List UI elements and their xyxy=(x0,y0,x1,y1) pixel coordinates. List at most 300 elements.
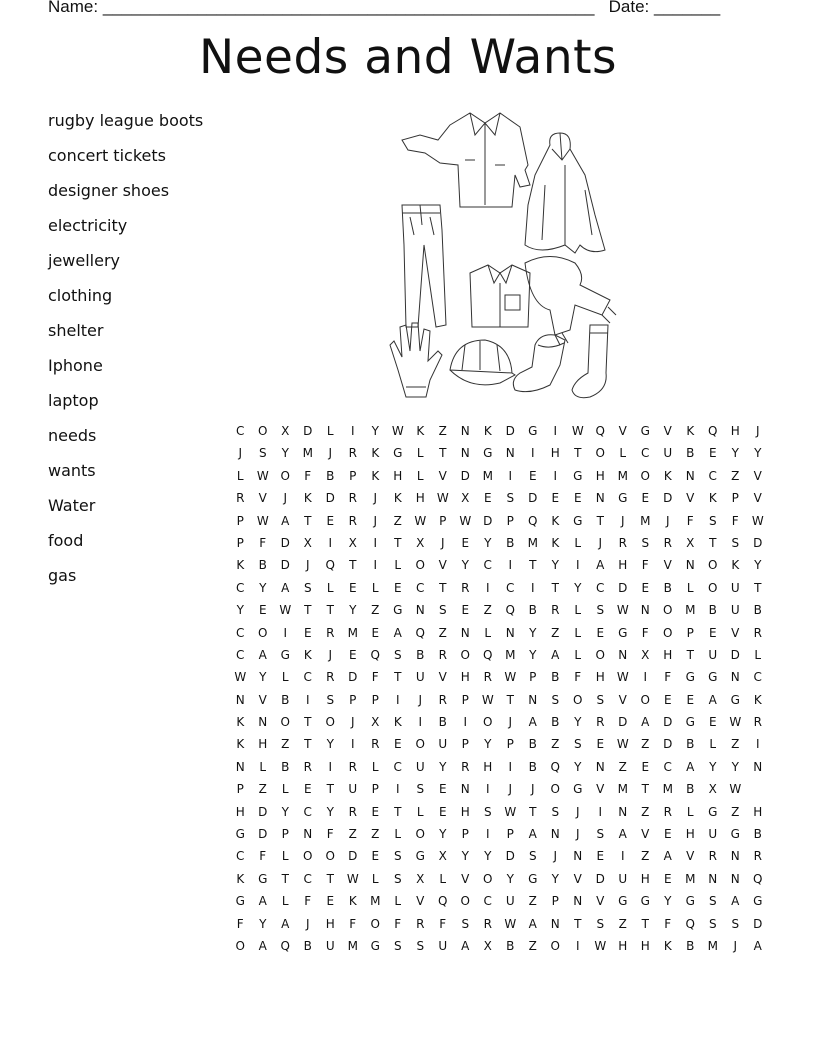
grid-letter[interactable]: N xyxy=(303,827,313,842)
grid-letter[interactable]: R xyxy=(483,916,492,931)
grid-letter[interactable]: Y xyxy=(574,580,582,595)
grid-letter[interactable]: L xyxy=(574,625,582,640)
grid-letter[interactable]: E xyxy=(663,871,672,886)
grid-letter[interactable]: E xyxy=(596,849,605,864)
grid-letter[interactable]: G xyxy=(753,894,763,909)
grid-letter[interactable]: L xyxy=(236,468,244,483)
grid-letter[interactable]: K xyxy=(303,491,312,506)
grid-letter[interactable]: M xyxy=(685,871,696,886)
grid-letter[interactable]: N xyxy=(595,491,605,506)
grid-letter[interactable]: L xyxy=(439,871,447,886)
grid-letter[interactable]: Y xyxy=(349,603,357,618)
grid-letter[interactable]: E xyxy=(708,625,717,640)
grid-letter[interactable]: W xyxy=(391,424,404,438)
grid-letter[interactable]: J xyxy=(440,535,445,550)
grid-letter[interactable]: T xyxy=(281,871,289,886)
grid-letter[interactable]: Y xyxy=(326,804,334,819)
grid-letter[interactable]: R xyxy=(596,715,605,730)
grid-letter[interactable]: C xyxy=(236,580,245,595)
grid-letter[interactable]: U xyxy=(415,759,425,774)
grid-letter[interactable]: S xyxy=(573,737,582,752)
grid-letter[interactable]: A xyxy=(528,827,537,842)
grid-letter[interactable]: R xyxy=(438,647,447,662)
grid-letter[interactable]: U xyxy=(438,938,448,953)
grid-letter[interactable]: B xyxy=(528,759,537,774)
grid-letter[interactable]: F xyxy=(371,670,379,685)
grid-letter[interactable]: A xyxy=(731,894,740,909)
grid-letter[interactable]: Z xyxy=(551,737,560,752)
grid-letter[interactable]: V xyxy=(686,849,695,864)
grid-letter[interactable]: S xyxy=(708,894,717,909)
grid-letter[interactable]: J xyxy=(238,446,243,461)
grid-letter[interactable]: F xyxy=(439,916,447,931)
grid-letter[interactable]: A xyxy=(258,894,267,909)
grid-letter[interactable]: K xyxy=(393,715,402,730)
grid-letter[interactable]: U xyxy=(438,737,448,752)
grid-letter[interactable]: D xyxy=(348,849,358,864)
grid-letter[interactable]: C xyxy=(753,670,762,685)
grid-letter[interactable]: O xyxy=(663,625,673,640)
grid-letter[interactable]: A xyxy=(528,916,537,931)
grid-letter[interactable]: Y xyxy=(371,424,379,438)
grid-letter[interactable]: P xyxy=(236,535,244,550)
grid-letter[interactable]: I xyxy=(328,535,333,550)
grid-letter[interactable]: O xyxy=(595,647,605,662)
grid-letter[interactable]: H xyxy=(595,670,605,685)
grid-letter[interactable]: V xyxy=(663,558,672,573)
grid-letter[interactable]: E xyxy=(641,759,650,774)
grid-letter[interactable]: W xyxy=(346,871,359,886)
grid-letter[interactable]: L xyxy=(326,580,334,595)
grid-letter[interactable]: Z xyxy=(528,938,537,953)
grid-letter[interactable]: P xyxy=(506,827,514,842)
grid-letter[interactable]: Z xyxy=(371,603,380,618)
grid-letter[interactable]: U xyxy=(708,647,718,662)
grid-letter[interactable]: O xyxy=(303,849,313,864)
grid-letter[interactable]: R xyxy=(708,849,717,864)
grid-letter[interactable]: S xyxy=(393,849,402,864)
grid-letter[interactable]: N xyxy=(505,625,515,640)
grid-letter[interactable]: F xyxy=(641,625,649,640)
grid-letter[interactable]: E xyxy=(371,625,380,640)
grid-letter[interactable]: Y xyxy=(259,670,267,685)
grid-letter[interactable]: P xyxy=(461,737,469,752)
grid-letter[interactable]: R xyxy=(348,759,357,774)
grid-letter[interactable]: R xyxy=(348,446,357,461)
grid-letter[interactable]: S xyxy=(393,871,402,886)
grid-letter[interactable]: W xyxy=(504,916,517,931)
grid-letter[interactable]: I xyxy=(575,938,580,953)
grid-letter[interactable]: Z xyxy=(393,513,402,528)
grid-letter[interactable]: E xyxy=(551,491,560,506)
grid-letter[interactable]: K xyxy=(236,737,245,752)
grid-letter[interactable]: J xyxy=(508,715,513,730)
grid-letter[interactable]: C xyxy=(236,647,245,662)
grid-letter[interactable]: R xyxy=(753,849,762,864)
grid-letter[interactable]: N xyxy=(730,849,740,864)
grid-letter[interactable]: S xyxy=(393,938,402,953)
grid-letter[interactable]: V xyxy=(641,827,650,842)
grid-letter[interactable]: E xyxy=(596,625,605,640)
grid-letter[interactable]: J xyxy=(305,916,310,931)
grid-letter[interactable]: C xyxy=(506,580,515,595)
grid-letter[interactable]: I xyxy=(373,535,378,550)
grid-letter[interactable]: R xyxy=(753,715,762,730)
grid-letter[interactable]: N xyxy=(460,625,470,640)
grid-letter[interactable]: A xyxy=(258,647,267,662)
grid-letter[interactable]: J xyxy=(328,446,333,461)
grid-letter[interactable]: J xyxy=(575,804,580,819)
grid-letter[interactable]: M xyxy=(617,468,628,483)
grid-letter[interactable]: Q xyxy=(370,647,380,662)
grid-letter[interactable]: C xyxy=(483,894,492,909)
grid-letter[interactable]: L xyxy=(686,804,694,819)
grid-letter[interactable]: E xyxy=(303,782,312,797)
grid-letter[interactable]: G xyxy=(640,424,650,438)
grid-letter[interactable]: C xyxy=(236,849,245,864)
grid-letter[interactable]: E xyxy=(686,692,695,707)
grid-letter[interactable]: I xyxy=(575,558,580,573)
grid-letter[interactable]: Y xyxy=(574,759,582,774)
grid-letter[interactable]: M xyxy=(482,468,493,483)
grid-letter[interactable]: Y xyxy=(439,827,447,842)
grid-letter[interactable]: U xyxy=(730,580,740,595)
grid-letter[interactable]: L xyxy=(619,446,627,461)
grid-letter[interactable]: L xyxy=(416,804,424,819)
grid-letter[interactable]: L xyxy=(371,871,379,886)
grid-letter[interactable]: Z xyxy=(618,916,627,931)
grid-letter[interactable]: I xyxy=(553,424,558,438)
grid-letter[interactable]: B xyxy=(686,737,695,752)
grid-letter[interactable]: L xyxy=(416,446,424,461)
grid-letter[interactable]: X xyxy=(641,647,650,662)
grid-letter[interactable]: R xyxy=(753,625,762,640)
grid-letter[interactable]: T xyxy=(686,647,694,662)
grid-letter[interactable]: X xyxy=(303,535,312,550)
grid-letter[interactable]: W xyxy=(594,938,607,953)
grid-letter[interactable]: F xyxy=(259,535,267,550)
grid-letter[interactable]: F xyxy=(236,916,244,931)
grid-letter[interactable]: U xyxy=(505,894,515,909)
grid-letter[interactable]: I xyxy=(508,558,513,573)
grid-letter[interactable]: E xyxy=(371,804,380,819)
grid-letter[interactable]: Y xyxy=(529,625,537,640)
grid-letter[interactable]: H xyxy=(618,558,628,573)
grid-letter[interactable]: S xyxy=(596,827,605,842)
grid-letter[interactable]: T xyxy=(574,916,582,931)
grid-letter[interactable]: T xyxy=(641,916,649,931)
grid-letter[interactable]: V xyxy=(438,670,447,685)
grid-letter[interactable]: Y xyxy=(506,871,514,886)
grid-letter[interactable]: Q xyxy=(483,647,493,662)
grid-letter[interactable]: I xyxy=(485,580,490,595)
grid-letter[interactable]: N xyxy=(685,468,695,483)
grid-letter[interactable]: C xyxy=(708,468,717,483)
grid-letter[interactable]: B xyxy=(686,446,695,461)
grid-letter[interactable]: Y xyxy=(439,759,447,774)
grid-letter[interactable]: M xyxy=(505,647,516,662)
grid-letter[interactable]: X xyxy=(438,849,447,864)
grid-letter[interactable]: N xyxy=(550,916,560,931)
grid-letter[interactable]: H xyxy=(550,446,560,461)
grid-letter[interactable]: S xyxy=(326,692,335,707)
grid-letter[interactable]: H xyxy=(483,759,493,774)
grid-letter[interactable]: Z xyxy=(438,625,447,640)
grid-letter[interactable]: T xyxy=(551,580,559,595)
grid-letter[interactable]: M xyxy=(347,938,358,953)
grid-letter[interactable]: D xyxy=(663,737,673,752)
grid-letter[interactable]: P xyxy=(551,894,559,909)
grid-letter[interactable]: G xyxy=(393,446,403,461)
grid-letter[interactable]: I xyxy=(530,446,535,461)
grid-letter[interactable]: A xyxy=(281,513,290,528)
grid-letter[interactable]: D xyxy=(595,871,605,886)
grid-letter[interactable]: N xyxy=(618,804,628,819)
grid-letter[interactable]: G xyxy=(618,491,628,506)
grid-letter[interactable]: E xyxy=(663,692,672,707)
grid-letter[interactable]: D xyxy=(618,715,628,730)
grid-letter[interactable]: I xyxy=(328,759,333,774)
grid-letter[interactable]: T xyxy=(394,804,402,819)
grid-letter[interactable]: P xyxy=(461,827,469,842)
grid-letter[interactable]: R xyxy=(348,491,357,506)
grid-letter[interactable]: A xyxy=(528,715,537,730)
grid-letter[interactable]: G xyxy=(235,827,245,842)
grid-letter[interactable]: H xyxy=(595,468,605,483)
grid-letter[interactable]: A xyxy=(281,580,290,595)
grid-letter[interactable]: X xyxy=(281,424,290,438)
grid-letter[interactable]: O xyxy=(663,603,673,618)
grid-letter[interactable]: I xyxy=(643,670,648,685)
grid-letter[interactable]: B xyxy=(551,670,560,685)
grid-letter[interactable]: I xyxy=(283,625,288,640)
grid-letter[interactable]: S xyxy=(528,849,537,864)
grid-letter[interactable]: N xyxy=(640,603,650,618)
grid-letter[interactable]: N xyxy=(505,446,515,461)
grid-letter[interactable]: K xyxy=(686,424,695,438)
grid-letter[interactable]: L xyxy=(281,849,289,864)
grid-letter[interactable]: N xyxy=(685,558,695,573)
grid-letter[interactable]: L xyxy=(709,737,717,752)
grid-letter[interactable]: N xyxy=(258,715,268,730)
grid-letter[interactable]: W xyxy=(504,670,517,685)
grid-letter[interactable]: Z xyxy=(731,804,740,819)
grid-letter[interactable]: J xyxy=(373,513,378,528)
grid-letter[interactable]: C xyxy=(393,759,402,774)
grid-letter[interactable]: W xyxy=(751,513,764,528)
grid-letter[interactable]: G xyxy=(370,938,380,953)
grid-letter[interactable]: G xyxy=(415,849,425,864)
grid-letter[interactable]: P xyxy=(686,625,694,640)
grid-letter[interactable]: M xyxy=(347,625,358,640)
grid-letter[interactable]: Z xyxy=(641,737,650,752)
grid-letter[interactable]: E xyxy=(438,782,447,797)
grid-letter[interactable]: D xyxy=(663,491,673,506)
grid-letter[interactable]: T xyxy=(596,513,604,528)
grid-letter[interactable]: W xyxy=(729,715,742,730)
grid-letter[interactable]: J xyxy=(283,491,288,506)
grid-letter[interactable]: H xyxy=(415,491,425,506)
grid-letter[interactable]: B xyxy=(708,603,717,618)
grid-letter[interactable]: E xyxy=(528,468,537,483)
grid-letter[interactable]: O xyxy=(573,692,583,707)
grid-letter[interactable]: I xyxy=(755,737,760,752)
grid-letter[interactable]: P xyxy=(236,513,244,528)
grid-letter[interactable]: B xyxy=(753,603,762,618)
grid-letter[interactable]: O xyxy=(258,625,268,640)
grid-letter[interactable]: O xyxy=(235,938,245,953)
grid-letter[interactable]: T xyxy=(641,782,649,797)
name-blank[interactable]: ____________________________________________________ xyxy=(102,0,595,16)
grid-letter[interactable]: J xyxy=(620,513,625,528)
grid-letter[interactable]: W xyxy=(436,491,449,506)
grid-letter[interactable]: J xyxy=(373,491,378,506)
grid-letter[interactable]: H xyxy=(753,804,763,819)
grid-letter[interactable]: A xyxy=(708,692,717,707)
grid-letter[interactable]: U xyxy=(325,938,335,953)
grid-letter[interactable]: O xyxy=(708,558,718,573)
grid-letter[interactable]: Z xyxy=(371,827,380,842)
grid-letter[interactable]: O xyxy=(640,468,650,483)
grid-letter[interactable]: D xyxy=(348,670,358,685)
grid-letter[interactable]: D xyxy=(303,424,313,438)
grid-letter[interactable]: R xyxy=(303,759,312,774)
grid-letter[interactable]: K xyxy=(551,513,560,528)
grid-letter[interactable]: Q xyxy=(708,424,718,438)
grid-letter[interactable]: H xyxy=(685,827,695,842)
grid-letter[interactable]: Z xyxy=(618,759,627,774)
grid-letter[interactable]: N xyxy=(528,692,538,707)
grid-letter[interactable]: C xyxy=(641,446,650,461)
grid-letter[interactable]: W xyxy=(616,737,629,752)
grid-letter[interactable]: D xyxy=(505,424,515,438)
grid-letter[interactable]: S xyxy=(506,491,515,506)
grid-letter[interactable]: G xyxy=(573,468,583,483)
grid-letter[interactable]: D xyxy=(505,849,515,864)
grid-letter[interactable]: Q xyxy=(595,424,605,438)
grid-letter[interactable]: E xyxy=(258,603,267,618)
grid-letter[interactable]: E xyxy=(393,580,402,595)
grid-letter[interactable]: E xyxy=(303,625,312,640)
grid-letter[interactable]: V xyxy=(416,894,425,909)
grid-letter[interactable]: N xyxy=(573,849,583,864)
grid-letter[interactable]: L xyxy=(416,468,424,483)
grid-letter[interactable]: V xyxy=(618,424,627,438)
grid-letter[interactable]: N xyxy=(235,759,245,774)
grid-letter[interactable]: G xyxy=(708,670,718,685)
grid-letter[interactable]: G xyxy=(618,625,628,640)
grid-letter[interactable]: M xyxy=(662,782,673,797)
grid-letter[interactable]: R xyxy=(461,759,470,774)
grid-letter[interactable]: U xyxy=(663,446,673,461)
grid-letter[interactable]: Q xyxy=(280,938,290,953)
grid-letter[interactable]: G xyxy=(685,670,695,685)
grid-letter[interactable]: D xyxy=(325,491,335,506)
grid-letter[interactable]: Y xyxy=(259,916,267,931)
grid-letter[interactable]: L xyxy=(574,647,582,662)
grid-letter[interactable]: T xyxy=(326,603,334,618)
grid-letter[interactable]: E xyxy=(461,603,470,618)
grid-letter[interactable]: R xyxy=(663,804,672,819)
grid-letter[interactable]: M xyxy=(302,446,313,461)
grid-letter[interactable]: T xyxy=(394,535,402,550)
grid-letter[interactable]: B xyxy=(438,715,447,730)
grid-letter[interactable]: E xyxy=(461,535,470,550)
grid-letter[interactable]: H xyxy=(325,916,335,931)
grid-letter[interactable]: T xyxy=(304,737,312,752)
grid-letter[interactable]: D xyxy=(258,804,268,819)
grid-letter[interactable]: I xyxy=(463,715,468,730)
grid-letter[interactable]: F xyxy=(349,916,357,931)
grid-letter[interactable]: T xyxy=(754,580,762,595)
grid-letter[interactable]: Z xyxy=(483,603,492,618)
grid-letter[interactable]: D xyxy=(663,715,673,730)
grid-letter[interactable]: H xyxy=(618,938,628,953)
grid-letter[interactable]: B xyxy=(528,603,537,618)
grid-letter[interactable]: V xyxy=(596,894,605,909)
grid-letter[interactable]: V xyxy=(731,625,740,640)
grid-letter[interactable]: Y xyxy=(574,715,582,730)
grid-letter[interactable]: S xyxy=(438,603,447,618)
grid-letter[interactable]: Y xyxy=(259,580,267,595)
grid-letter[interactable]: D xyxy=(528,491,538,506)
grid-letter[interactable]: G xyxy=(618,894,628,909)
grid-letter[interactable]: Z xyxy=(641,849,650,864)
grid-letter[interactable]: K xyxy=(371,468,380,483)
grid-letter[interactable]: W xyxy=(481,692,494,707)
grid-letter[interactable]: Y xyxy=(484,849,492,864)
grid-letter[interactable]: T xyxy=(506,692,514,707)
grid-letter[interactable]: H xyxy=(460,670,470,685)
grid-letter[interactable]: D xyxy=(258,827,268,842)
grid-letter[interactable]: J xyxy=(553,849,558,864)
grid-letter[interactable]: S xyxy=(258,446,267,461)
grid-letter[interactable]: Y xyxy=(236,603,244,618)
grid-letter[interactable]: K xyxy=(348,894,357,909)
grid-letter[interactable]: R xyxy=(236,491,245,506)
grid-letter[interactable]: I xyxy=(395,782,400,797)
grid-letter[interactable]: D xyxy=(280,558,290,573)
grid-letter[interactable]: P xyxy=(506,513,514,528)
grid-letter[interactable]: S xyxy=(551,692,560,707)
grid-letter[interactable]: O xyxy=(708,580,718,595)
grid-letter[interactable]: Z xyxy=(281,737,290,752)
grid-letter[interactable]: F xyxy=(664,916,672,931)
grid-letter[interactable]: B xyxy=(258,558,267,573)
grid-letter[interactable]: W xyxy=(616,603,629,618)
grid-letter[interactable]: U xyxy=(730,603,740,618)
grid-letter[interactable]: K xyxy=(416,424,425,438)
grid-letter[interactable]: Z xyxy=(551,625,560,640)
grid-letter[interactable]: B xyxy=(753,827,762,842)
grid-letter[interactable]: J xyxy=(305,558,310,573)
grid-letter[interactable]: Z xyxy=(348,827,357,842)
grid-letter[interactable]: L xyxy=(394,827,402,842)
grid-letter[interactable]: R xyxy=(551,603,560,618)
grid-letter[interactable]: S xyxy=(641,535,650,550)
grid-letter[interactable]: B xyxy=(281,692,290,707)
grid-letter[interactable]: K xyxy=(236,558,245,573)
grid-letter[interactable]: I xyxy=(598,804,603,819)
grid-letter[interactable]: T xyxy=(326,871,334,886)
grid-letter[interactable]: X xyxy=(416,871,425,886)
grid-letter[interactable]: E xyxy=(641,580,650,595)
grid-letter[interactable]: O xyxy=(258,424,268,438)
grid-letter[interactable]: P xyxy=(371,782,379,797)
grid-letter[interactable]: Y xyxy=(664,894,672,909)
grid-letter[interactable]: E xyxy=(348,647,357,662)
grid-letter[interactable]: Q xyxy=(505,603,515,618)
